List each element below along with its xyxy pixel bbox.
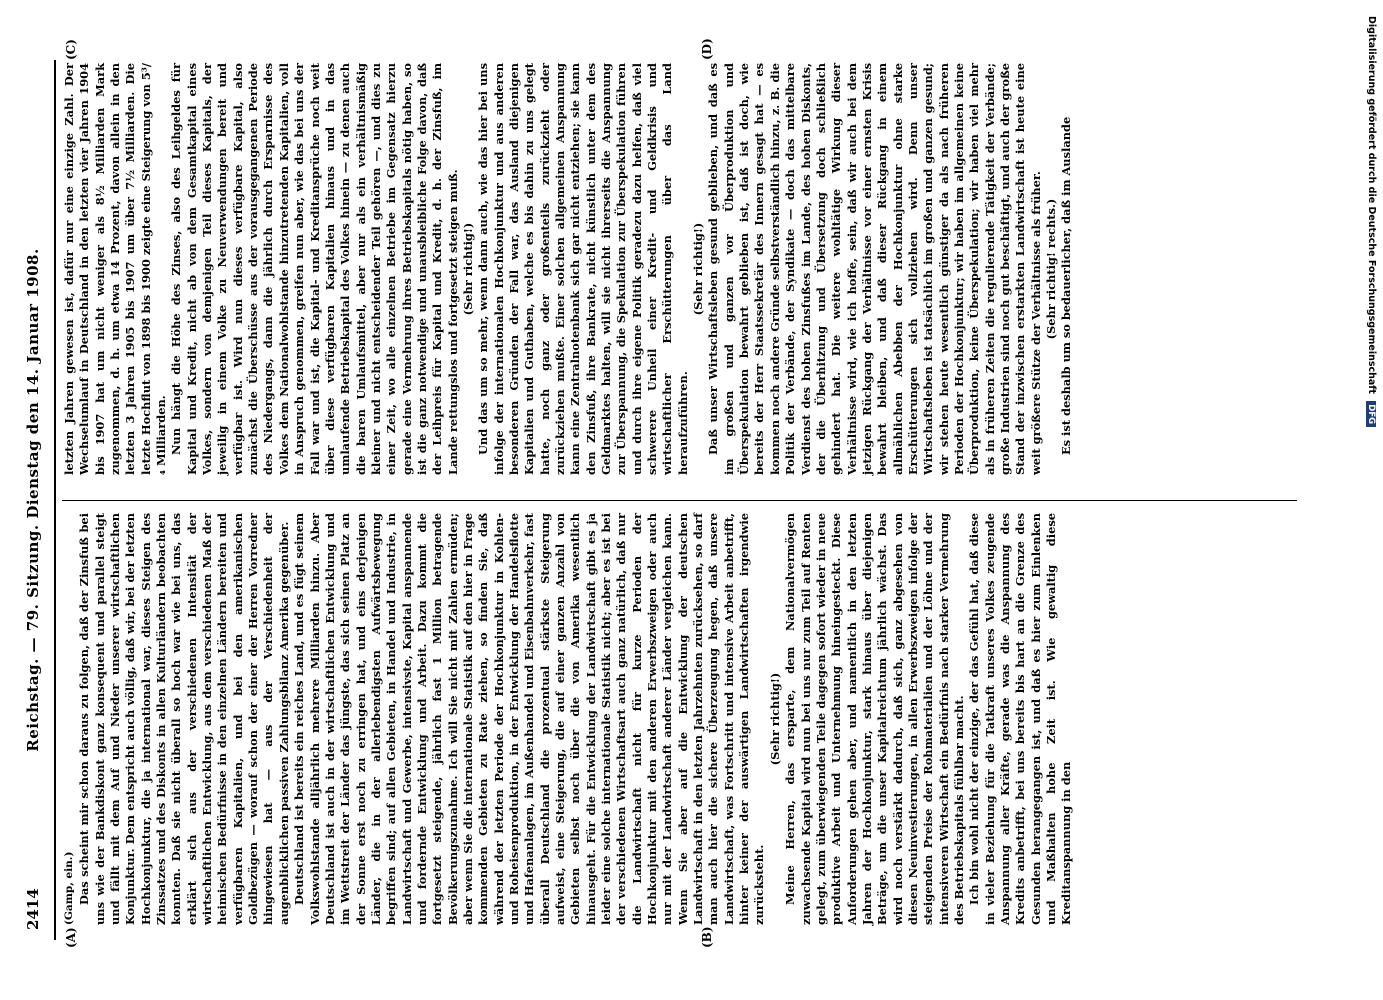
dfg-logo: DFG: [1366, 401, 1376, 427]
page-number: 2414: [24, 888, 42, 930]
margin-marker-a: (A): [64, 927, 78, 948]
page-title: Reichstag. — 79. Sitzung. Dienstag den 14. Januar 1908.: [24, 248, 42, 752]
margin-marker-d: (D): [700, 38, 714, 60]
digitization-credit: [1363, 16, 1377, 556]
margin-marker-b: (B): [700, 926, 714, 948]
right-column: [62, 63, 1075, 475]
paragraph: Meine Herren, das ersparte, dem Nationalvermögen zuwachsende Kapital wird nun bei uns nur zum Teil auf Renten gelegt, zum überwiegenden Teile dagegen sofort wieder in neue produktive Arbeit und Unternehmung hineingesteckt. Diese Anforderungen gehen aber, und namentlich in den letzten Jahren der Hochkonjunktur, stark hinaus über diejenigen Beträge, um die unser Kapitalreichtum jährlich wächst. Das wird noch verstärkt dadurch, daß sich, ganz abgesehen von diesen Neuinvestierungen, in allen Erwerbszweigen infolge der steigenden Preise der Rohmaterialien und der Löhne und der intensiveren Wirtschaft ein Bedürfnis nach starker Vermehrung des Betriebskapitals fühlbar macht.: [783, 513, 966, 925]
interjection: (Sehr richtig! rechts.): [1044, 198, 1058, 340]
paragraph: Daß unser Wirtschaftsleben gesund geblieben, und daß es im großen und ganzen vor Überproduktion und Überspekulation bewahrt geblieben ist, daß ist doch, wie bereits der Herr Staatssekretär des Innern gesagt hat — es kommen noch andere Gründe selbstverständlich hinzu, z. B. die Politik der Verbände, der Syndikate — doch das mittelbare Verdienst des hohen Zinsfußes im Lande, des hohen Diskonts, der die Überhitzung und Übersetzung doch schließlich gehindert hat. Die weitere wohltätige Wirkung dieser Verhältnisse wird, wie ich hoffe, sein, daß wir auch bei dem jetzigen Rückgang der Verhältnisse vor einer ernsten Krisis bewahrt bleiben, und daß dieser Rückgang in einem allmählichen Abebben der Hochkonjunktur ohne starke Erschütterungen sich vollziehen wird. Denn unser Wirtschaftsleben ist tatsächlich im großen und ganzen gesund; wir stehen heute wesentlich günstiger da als nach früheren Perioden der Hochkonjunktur; wir haben im allgemeinen keine Überproduktion, keine Überspekulation; wir haben viel mehr als in früheren Zeiten die regulierende Tätigkeit der Verbände; große Industrien sind noch gut beschäftigt, und auch der große Stand der inzwischen erstarkten Landwirtschaft ist heute eine weit größere Stütze der Verhältnisse als früher.: [706, 63, 1043, 475]
credit-text: Digitalisierung gefördert durch die Deutsche Forschungsgemeinschaft: [1366, 16, 1377, 394]
paragraph: letzten Jahren gewesen ist, dafür nur eine einzige Zahl. Der Wechselumlauf in Deutschland in den letzten vier Jahren 1904 bis 1907 hat um nicht weniger als 8½ Milliarden Mark zugenommen, d. h. um etwa 14 Prozent, davon allein in den letzten 3 Jahren 1905 bis 1907 um über 7½ Milliarden. Die letzte Hochflut von 1898 bis 1900 zeigte eine Steigerung von 5³/₄ Milliarden.: [62, 63, 169, 475]
paragraph: Das scheint mir schon daraus zu folgen, daß der Zinsfuß bei uns wie der Bankdiskont ganz konsequent und parallel steigt und fällt mit dem Auf und Nieder unserer wirtschaftlichen Konjunktur. Dem entspricht auch völlig, daß wir, bei der letzten Hochkonjunktur, die ja international war, dieses Steigen des Zinssatzes und des Diskonts in allen Kulturländern beobachten konnten. Daß sie nicht überall so hoch war wie bei uns, das erklärt sich aus der verschiedenen Intensität der wirtschaftlichen Entwicklung, aus dem verschiedenen Maß der heimischen Bedürfnisse in den einzelnen Ländern bereiten und verfügbaren Kapitalien, und bei den amerikanischen Goldbezügen — worauf schon der einer der Herren Vorredner hingewiesen hat — aus der Verschiedenheit der augenblicklichen passiven Zahlungsbilanz Amerika gegenüber.: [77, 513, 291, 925]
left-column: [62, 513, 1075, 925]
header-rule: [54, 60, 56, 940]
interjection: (Sehr richtig!): [767, 672, 782, 766]
paragraph: Ich bin wohl nicht der einzige, der das Gefühl hat, daß diese in vieler Beziehung für die Tatkraft unseres Volkes zeugende Anspannung aller Kräfte, gerade was die Anspannung des Kredits anbetrifft, bei uns bereits bis hart an die Grenze des Gesunden herangegangen ist, und daß es hier zum Einlenken und Maßhalten hohe Zeit ist. Wie gewaltig diese Kreditanspannung in den: [967, 513, 1074, 925]
paragraph: Und das um so mehr, wenn dann auch, wie das hier bei uns infolge der internationalen Hochkonjunktur und aus anderen besonderen Gründen der Fall war, das Ausland diejenigen Kapitalien und Guthaben, welche es bis dahin zu uns gelegt hatte, noch ganz oder großenteils zurückzieht oder zurückziehen mußte. Einer solchen allgemeinen Anspannung kann eine Zentralnotenbank sich gar nicht entziehen; sie kann den Zinsfuß, ihre Bankrate, nicht künstlich unter dem des Geldmarktes halten, will sie nicht ihrerseits die Anspannung zur Überspannung, die Spekulation zur Überspekulation führen und durch ihre eigene Politik geradezu dazu helfen, daß viel schwerere Unheil einer Kredit- und Geldkrisis und wirtschaftlicher Erschütterungen über das Land heraufzuführen.: [476, 63, 690, 475]
interjection: (Sehr richtig!): [460, 222, 475, 316]
margin-marker-c: (C): [64, 39, 78, 60]
paragraph: Es ist deshalb um so bedauerlicher, daß im Auslande: [1059, 116, 1074, 455]
speaker-note: (Gamp, ein.): [63, 851, 75, 925]
column-divider: [62, 500, 1297, 501]
interjection: (Sehr richtig!): [691, 222, 706, 316]
paragraph: Deutschland ist bereits ein reiches Land, und es fügt seinem Volkswohlstande alljährlich mehrere Milliarden hinzu. Aber Deutschland ist auch in der wirtschaftlichen Entwicklung und im Wettstreit der Länder das jüngste, das sich seinen Platz an der Sonne erst noch zu erringen hat, und eins derjenigen Länder, die in der allerlebendigsten Aufwärtsbewegung begriffen sind; auf allen Gebieten, in Handel und Industrie, in Landwirtschaft und Gewerbe, intensivste, Kapital anspannende und fordernde Entwicklung und Arbeit. Dazu kommt die fortgesetzt steigende, jährlich fast 1 Million betragende Bevölkerungszunahme. Ich will Sie nicht mit Zahlen ermüden; aber wenn Sie die internationale Statistik auf den hier in Frage kommenden Gebieten zu Rate ziehen, so finden Sie, daß während der letzten Periode der Hochkonjunktur in Kohlen- und Roheisenproduktion, in der Entwicklung der Handelsflotte und Hafenanlagen, im Außenhandel und Eisenbahnverkehr, fast überall Deutschland die prozentual stärkste Steigerung aufweist, eine Steigerung, die auf einer ganzen Anzahl von Gebieten selbst noch über die von Amerika wesentlich hinausgeht. Für die Entwicklung der Landwirtschaft gibt es ja leider eine solche internationale Statistik nicht; aber es ist bei der verschiedenen Wirtschaftsart auch ganz natürlich, daß nur die Landwirtschaft nicht für kurze Perioden der Hochkonjunktur mit den anderen Erwerbszweigen oder auch nur mit der Landwirtschaft anderer Länder vergleichen kann. Wenn Sie aber auf die Entwicklung der deutschen Landwirtschaft in den letzten Jahrzehnten zurücksehen, so darf man auch hier die sichere Überzeugung hegen, daß unsere Landwirtschaft, was Fortschritt und intensive Arbeit anbetrifft, hinter keiner der auswärtigen Landwirtschaften irgendwie zurücksteht.: [292, 513, 767, 925]
page-header: [20, 70, 48, 930]
paragraph: Nun hängt die Höhe des Zinses, also des Leihgeldes für Kapital und Kredit, nicht ab von dem Gesamtkapital eines Volkes, sondern von demjenigen Teil dieses Kapitals, der jeweilig in einem Volke zu Neuverwendungen bereit und verfügbar ist. Wird nun dieses verfügbare Kapital, also zunächst die Überschüsse aus der vorausgegangenen Periode des Niedergangs, dann die jährlich durch Ersparnisse des Volkes dem Nationalwohlstande hinzutretenden Kapitalien, voll in Anspruch genommen, greifen nun aber, wie das bei uns der Fall war und ist, die Kapital- und Kreditansprüche noch weit über diese verfügbaren Kapitalien hinaus und in das umlaufende Betriebskapital des Volkes hinein — zu denen auch die baren Umlaufsmittel, aber nur als ein verhältnismäßig kleiner und nicht entscheidender Teil gehören —, und dies zu einer Zeit, wo alle einzelnen Betriebe im Gegensatz hierzu gerade eine Vermehrung ihres Betriebskapitals nötig haben, so ist die ganz notwendige und unausbleibliche Folge davon, daß der Leihpreis für Kapital und Kredit, d. h. der Zinsfuß, im Lande rettungslos und fortgesetzt steigen muß.: [169, 63, 460, 475]
